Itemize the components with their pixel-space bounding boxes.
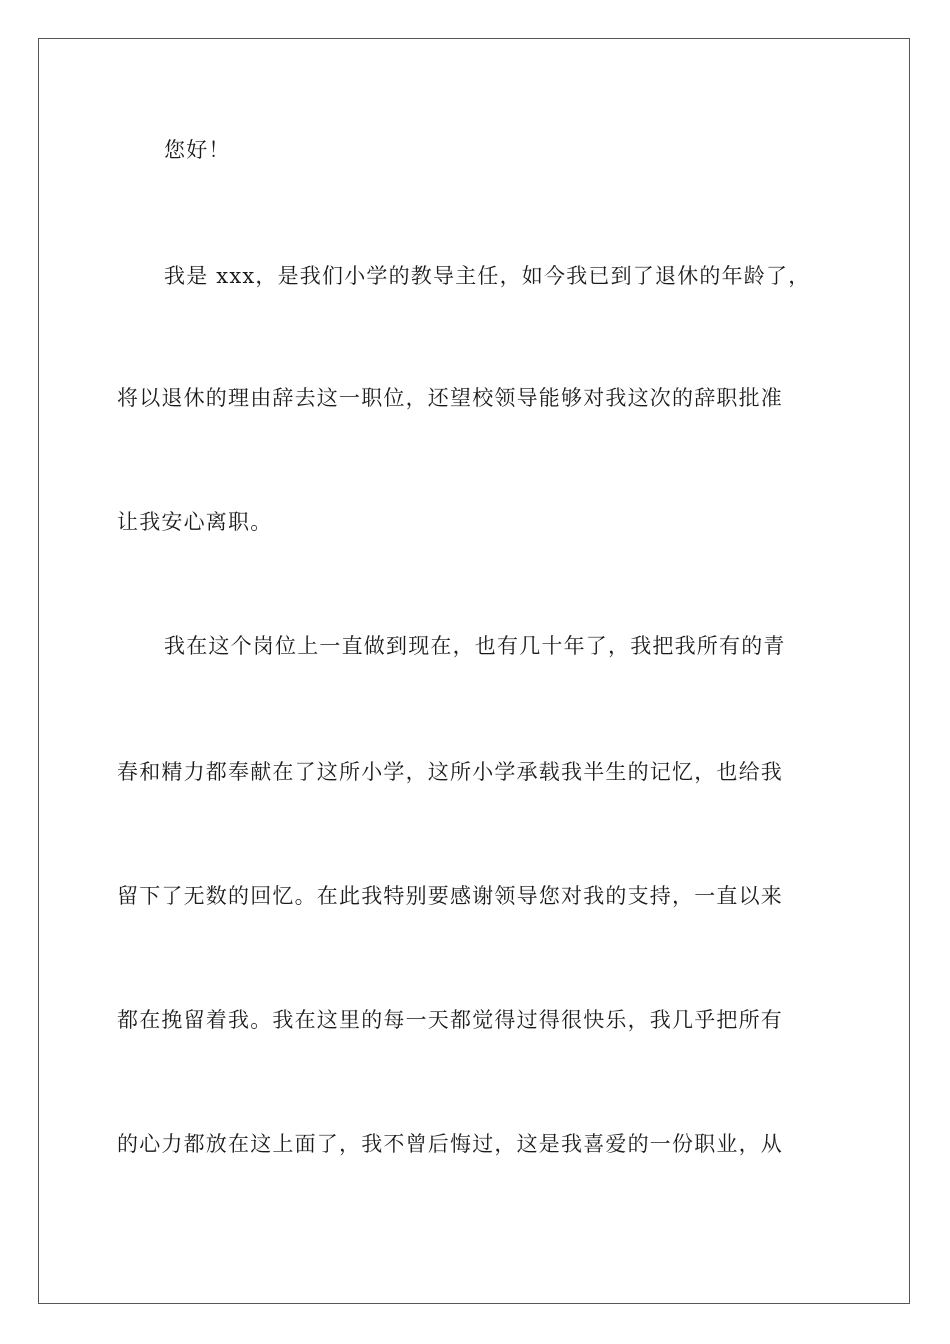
- page-border: [38, 38, 910, 1304]
- paragraph-2-line-5: 的心力都放在这上面了，我不曾后悔过，这是我喜爱的一份职业，从: [117, 1132, 783, 1156]
- paragraph-2-line-2: 春和精力都奉献在了这所小学，这所小学承载我半生的记忆，也给我: [117, 760, 783, 784]
- paragraph-2-line-3: 留下了无数的回忆。在此我特别要感谢领导您对我的支持，一直以来: [117, 884, 783, 908]
- greeting-line: 您好！: [164, 138, 231, 162]
- paragraph-1-line-1: 我是 xxx，是我们小学的教导主任，如今我已到了退休的年龄了，: [164, 264, 811, 288]
- paragraph-2-line-4: 都在挽留着我。我在这里的每一天都觉得过得很快乐，我几乎把所有: [117, 1008, 783, 1032]
- paragraph-1-line-2: 将以退休的理由辞去这一职位，还望校领导能够对我这次的辞职批准: [117, 386, 783, 410]
- paragraph-1-line-3: 让我安心离职。: [117, 510, 273, 534]
- paragraph-2-line-1: 我在这个岗位上一直做到现在，也有几十年了，我把我所有的青: [164, 634, 786, 658]
